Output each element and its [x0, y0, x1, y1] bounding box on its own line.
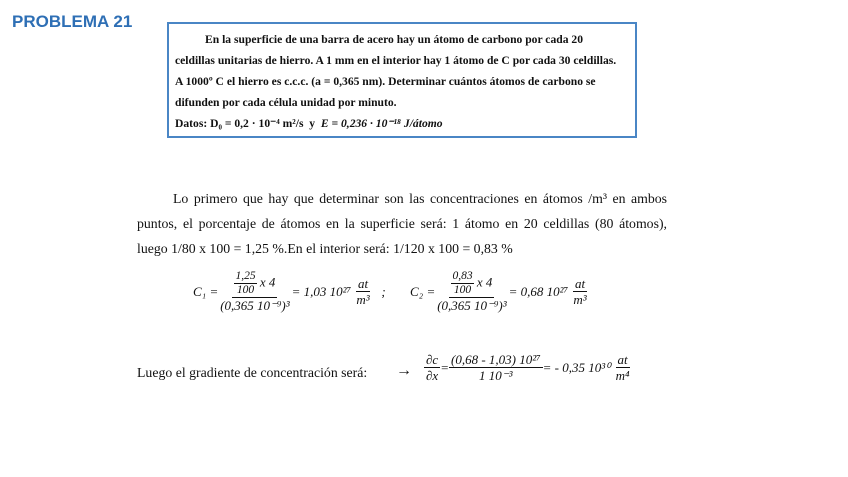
problem-data-line [175, 113, 629, 134]
problem-line-2: celdillas unitarias de hierro. A 1 mm en el interior hay 1 átomo de C por cada 30 celdillas. [175, 54, 617, 67]
equation-separator: ; [381, 283, 386, 299]
c2-result: = 0,68 10²⁷ [508, 283, 569, 299]
data-label: Datos: [175, 117, 208, 130]
gradient-fraction [449, 352, 543, 383]
c2-fraction [435, 270, 508, 313]
gradient-denominator: 1 10⁻³ [479, 368, 513, 383]
gradient-unit-den: m⁴ [615, 368, 630, 383]
c1-unit-den: m³ [356, 292, 370, 307]
c2-unit-den: m³ [573, 292, 587, 307]
c1-inner-den: 100 [236, 284, 255, 296]
c1-unit-num: at [357, 276, 369, 291]
c1-inner-fraction [234, 270, 256, 297]
solution-text [137, 186, 667, 261]
c1-inner-num: 1,25 [235, 270, 256, 282]
c2-unit [571, 276, 588, 307]
c2-inner-num: 0,83 [452, 270, 473, 282]
gradient-unit [614, 352, 632, 383]
data-e: E = 0,236 · 10⁻¹⁸ J/átomo [320, 117, 443, 130]
c1-label: C₁ = [193, 283, 219, 299]
equation-gradient: $\frac{\partial c}{\partial x}$ = $\frac{\text{(0,68 - 1,03) 10²⁷}}{\text{1 10⁻³}}$ = - 0,35 10³⁰ $\frac{at}{\text{m⁴}}$ [426, 352, 630, 383]
c1-numerator [232, 270, 277, 298]
c1-fraction [218, 270, 291, 313]
c1-result: = 1,03 10²⁷ [291, 283, 352, 299]
problem-line-3: A 1000º C el hierro es c.c.c. (a = 0,365 nm). Determinar cuántos átomos de carbono se [175, 75, 596, 88]
partial-x: ∂x [426, 368, 439, 383]
problem-line-4: difunden por cada célula unidad por minuto. [175, 96, 397, 109]
gradient-unit-num: at [617, 352, 628, 367]
problem-line-1: En la superficie de una barra de acero hay un átomo de carbono por cada 20 [205, 33, 583, 46]
right-arrow-icon: → [396, 362, 412, 379]
equation-c2 [410, 270, 589, 313]
gradient-text: Luego el gradiente de concentración será: [137, 365, 368, 380]
c2-denominator: (0,365 10⁻⁹)³ [437, 298, 507, 313]
c2-numerator [449, 270, 494, 298]
data-y: y [309, 117, 316, 130]
c2-inner-fraction [451, 270, 473, 297]
c2-inner-den: 100 [453, 284, 472, 296]
c2-label: C₂ = [410, 283, 436, 299]
gradient-numerator: (0,68 - 1,03) 10²⁷ [450, 352, 541, 367]
c1-mult: x 4 [259, 274, 276, 290]
equation-c1 [193, 270, 386, 313]
solution-paragraph: Lo primero que hay que determinar son las concentraciones en átomos /m³ en ambos puntos, el porcentaje de átomos en la superficie será: 1 átomo en 20 celdillas (80 átomos), luego 1/80 x 100 = 1,25 %.En el interior será: 1/120 x 100 = 0,83 % [137, 191, 667, 256]
problem-statement-box [167, 22, 637, 138]
problem-heading: PROBLEMA 21 [12, 12, 133, 31]
c1-denominator: (0,365 10⁻⁹)³ [220, 298, 290, 313]
gradient-result: = - 0,35 10³⁰ [542, 359, 611, 375]
partial-c: ∂c [426, 352, 439, 367]
c1-unit [354, 276, 371, 307]
c2-mult: x 4 [476, 274, 493, 290]
c2-unit-num: at [574, 276, 586, 291]
partial-derivative [424, 352, 440, 383]
data-d0: D₀ = 0,2 · 10⁻⁴ m²/s [210, 117, 304, 130]
